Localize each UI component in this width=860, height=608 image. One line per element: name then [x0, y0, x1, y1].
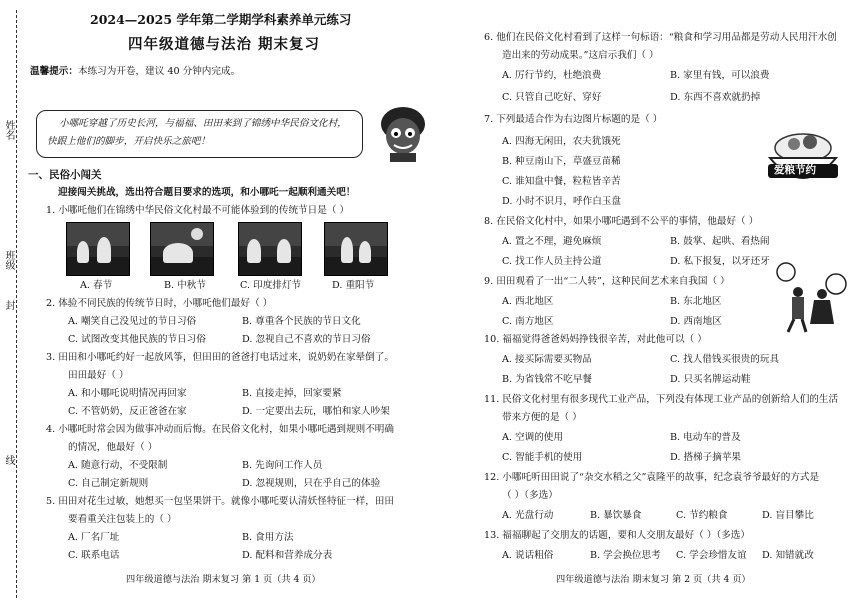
q8-option-a: A. 置之不理，避免麻烦: [502, 236, 602, 247]
q13-option-c: C. 学会珍惜友谊: [676, 550, 747, 561]
q11-stem: 11. 民俗文化村里有很多现代工业产品，下列没有体现工业产品的创新给人们的生活: [484, 394, 839, 405]
q8-option-c: C. 找工作人员主持公道: [502, 256, 602, 267]
section-intro: 迎接闯关挑战，选出符合题目要求的选项，和小哪吒一起顺利通关吧！: [58, 187, 356, 198]
q7-option-a: A. 四海无闲田，农夫犹饿死: [502, 136, 621, 147]
q11-option-b: B. 电动车的普及: [670, 432, 741, 443]
q4-option-d: D. 忽视规则，只在乎自己的体验: [242, 478, 381, 489]
binding-margin: [0, 0, 26, 608]
exam-title: 2024—2025 学年第二学期学科素养单元练习: [90, 12, 352, 27]
name-label: 姓名: [3, 120, 14, 140]
q9-stem: 9. 田田观看了一出“二人转”，这种民间艺术来自我国（ ）: [484, 276, 730, 287]
q4-option-c: C. 自己制定新规则: [68, 478, 149, 489]
q3-stem: 3. 田田和小哪吒约好一起放风筝，但田田的爸爸打电话过来，说奶奶在家晕倒了。: [46, 352, 394, 363]
q2-option-c: C. 试图改变其他民族的节日习俗: [68, 334, 206, 345]
q4-stem: 4. 小哪吒时常会因为做事冲动而后悔。在民俗文化村，如果小哪吒遇到规则不明确: [46, 424, 394, 435]
q13-option-a: A. 说话粗俗: [502, 550, 554, 561]
rice-bowl-caption: 爱粮节约: [774, 164, 816, 176]
q10-option-a: A. 接买际需要买物品: [502, 354, 592, 365]
page-1: [28, 0, 438, 608]
q2-option-d: D. 忽视自己不喜欢的节日习俗: [242, 334, 371, 345]
q5-option-d: D. 配料和营养成分表: [242, 550, 333, 561]
q1-image-diwali: [238, 222, 302, 276]
q7-option-d: D. 小时不识月，呼作白玉盘: [502, 196, 621, 207]
q10-stem: 10. 福福觉得爸爸妈妈挣钱很辛苦，对此他可以（ ）: [484, 334, 707, 345]
q9-option-c: C. 南方地区: [502, 316, 554, 327]
q13-option-b: B. 学会换位思考: [590, 550, 661, 561]
q9-option-b: B. 东北地区: [670, 296, 722, 307]
q9-option-d: D. 西南地区: [670, 316, 722, 327]
q11-option-c: C. 智能手机的使用: [502, 452, 583, 463]
cut-line: [16, 10, 17, 598]
q6-option-c: C. 只管自己吃好、穿好: [502, 92, 602, 103]
q3-option-c: C. 不管奶奶，反正爸爸在家: [68, 406, 187, 417]
story-line-2: 快跟上他们的脚步，开启快乐之旅吧！: [47, 136, 211, 147]
q1-image-double-ninth: [324, 222, 388, 276]
q12-stem-cont: （ ）（多选）: [502, 490, 558, 501]
q12-option-a: A. 光盘行动: [502, 510, 554, 521]
tip-line: [30, 66, 240, 78]
q11-option-d: D. 搭梯子摘苹果: [670, 452, 742, 463]
q4-option-a: A. 随意行动，不受限制: [68, 460, 168, 471]
q12-option-c: C. 节约粮食: [676, 510, 728, 521]
q2-option-b: B. 尊重各个民族的节日文化: [242, 316, 361, 327]
q1-option-b: B. 中秋节: [164, 280, 206, 291]
q1-image-spring-festival: [66, 222, 130, 276]
class-label: 班级: [3, 250, 14, 270]
q11-stem-cont: 带来方便的是（ ）: [502, 412, 582, 423]
section-heading: 一、民俗小闯关: [28, 169, 102, 181]
q2-option-a: A. 嘲笑自己没见过的节日习俗: [68, 316, 197, 327]
q5-option-c: C. 联系电话: [68, 550, 120, 561]
q10-option-c: C. 找人借钱买很贵的玩具: [670, 354, 780, 365]
q6-option-b: B. 家里有钱，可以浪费: [670, 70, 770, 81]
q7-stem: 7. 下列最适合作为右边图片标题的是（ ）: [484, 114, 663, 125]
q6-option-d: D. 东西不喜欢就扔掉: [670, 92, 761, 103]
q5-option-b: B. 食用方法: [242, 532, 294, 543]
q10-option-d: D. 只买名牌运动鞋: [670, 374, 751, 385]
q12-option-b: B. 暴饮暴食: [590, 510, 642, 521]
story-box: [36, 110, 363, 158]
tip-label: 温馨提示：: [30, 66, 78, 77]
q7-option-b: B. 种豆南山下，草盛豆苗稀: [502, 156, 621, 167]
q5-option-a: A. 厂名厂址: [68, 532, 120, 543]
q13-option-d: D. 知错就改: [762, 550, 814, 561]
q9-option-a: A. 西北地区: [502, 296, 554, 307]
q12-stem: 12. 小哪吒听田田说了“杂交水稻之父”袁隆平的故事，纪念袁爷爷最好的方式是: [484, 472, 820, 483]
story-line-1: 小哪吒穿越了历史长河，与福福、田田来到了锦绣中华民俗文化村，: [59, 118, 347, 129]
q13-stem: 13. 福福聊起了交朋友的话题，要和人交朋友最好（ ）（多选）: [484, 530, 750, 541]
q7-option-c: C. 谁知盘中餐，粒粒皆辛苦: [502, 176, 621, 187]
q8-stem: 8. 在民俗文化村中，如果小哪吒遇到不公平的事情，他最好（ ）: [484, 216, 759, 227]
tip-text: 本练习为开卷，建议 40 分钟内完成。: [77, 66, 241, 77]
nezha-mascot-image: [372, 100, 434, 164]
q2-stem: 2. 体验不同民族的传统节日时，小哪吒他们最好（ ）: [46, 298, 273, 309]
q1-option-a: A. 春节: [80, 280, 113, 291]
q8-option-b: B. 鼓掌、起哄、看热闹: [670, 236, 770, 247]
errenzhuan-dancers-image: [774, 262, 850, 336]
q6-stem-cont: 造出来的劳动成果。”这启示我们（ ）: [502, 50, 659, 61]
exam-subtitle: 四年级道德与法治 期末复习: [128, 36, 321, 53]
q4-option-b: B. 先询问工作人员: [242, 460, 323, 471]
q5-stem-cont: 要看重关注包装上的（ ）: [68, 514, 177, 525]
q4-stem-cont: 的情况，他最好（ ）: [68, 442, 158, 453]
page-2: [444, 0, 854, 608]
page-1-footer: 四年级道德与法治 期末复习 第 1 页（共 4 页）: [126, 574, 321, 585]
q12-option-d: D. 盲目攀比: [762, 510, 814, 521]
q8-option-d: D. 私下报复，以牙还牙: [670, 256, 770, 267]
q5-stem: 5. 田田对花生过敏，她想买一包坚果饼干。就像小哪吒要认清妖怪特征一样，田田: [46, 496, 394, 507]
q6-stem: 6. 他们在民俗文化村看到了这样一句标语：“粮食和学习用品都是劳动人民用汗水创: [484, 32, 837, 43]
q6-option-a: A. 厉行节约，杜绝浪费: [502, 70, 602, 81]
q3-option-b: B. 直接走掉，回家要紧: [242, 388, 342, 399]
q11-option-a: A. 空调的使用: [502, 432, 563, 443]
q1-option-d: D. 重阳节: [332, 280, 375, 291]
q3-option-d: D. 一定要出去玩，哪怕和家人吵架: [242, 406, 390, 417]
q3-stem-cont: 田田最好（ ）: [68, 370, 129, 381]
q1-stem: 1. 小哪吒他们在锦绣中华民俗文化村最不可能体验到的传统节日是（ ）: [46, 205, 350, 216]
q3-option-a: A. 和小哪吒说明情况再回家: [68, 388, 187, 399]
line-label: 线: [3, 455, 14, 465]
q1-image-mid-autumn: [150, 222, 214, 276]
page-2-footer: 四年级道德与法治 期末复习 第 2 页（共 4 页）: [556, 574, 751, 585]
rice-bowl-image: [760, 128, 846, 196]
q1-option-c: C. 印度排灯节: [240, 280, 302, 291]
q10-option-b: B. 为省钱常不吃早餐: [502, 374, 592, 385]
seal-label: 封: [3, 300, 14, 310]
